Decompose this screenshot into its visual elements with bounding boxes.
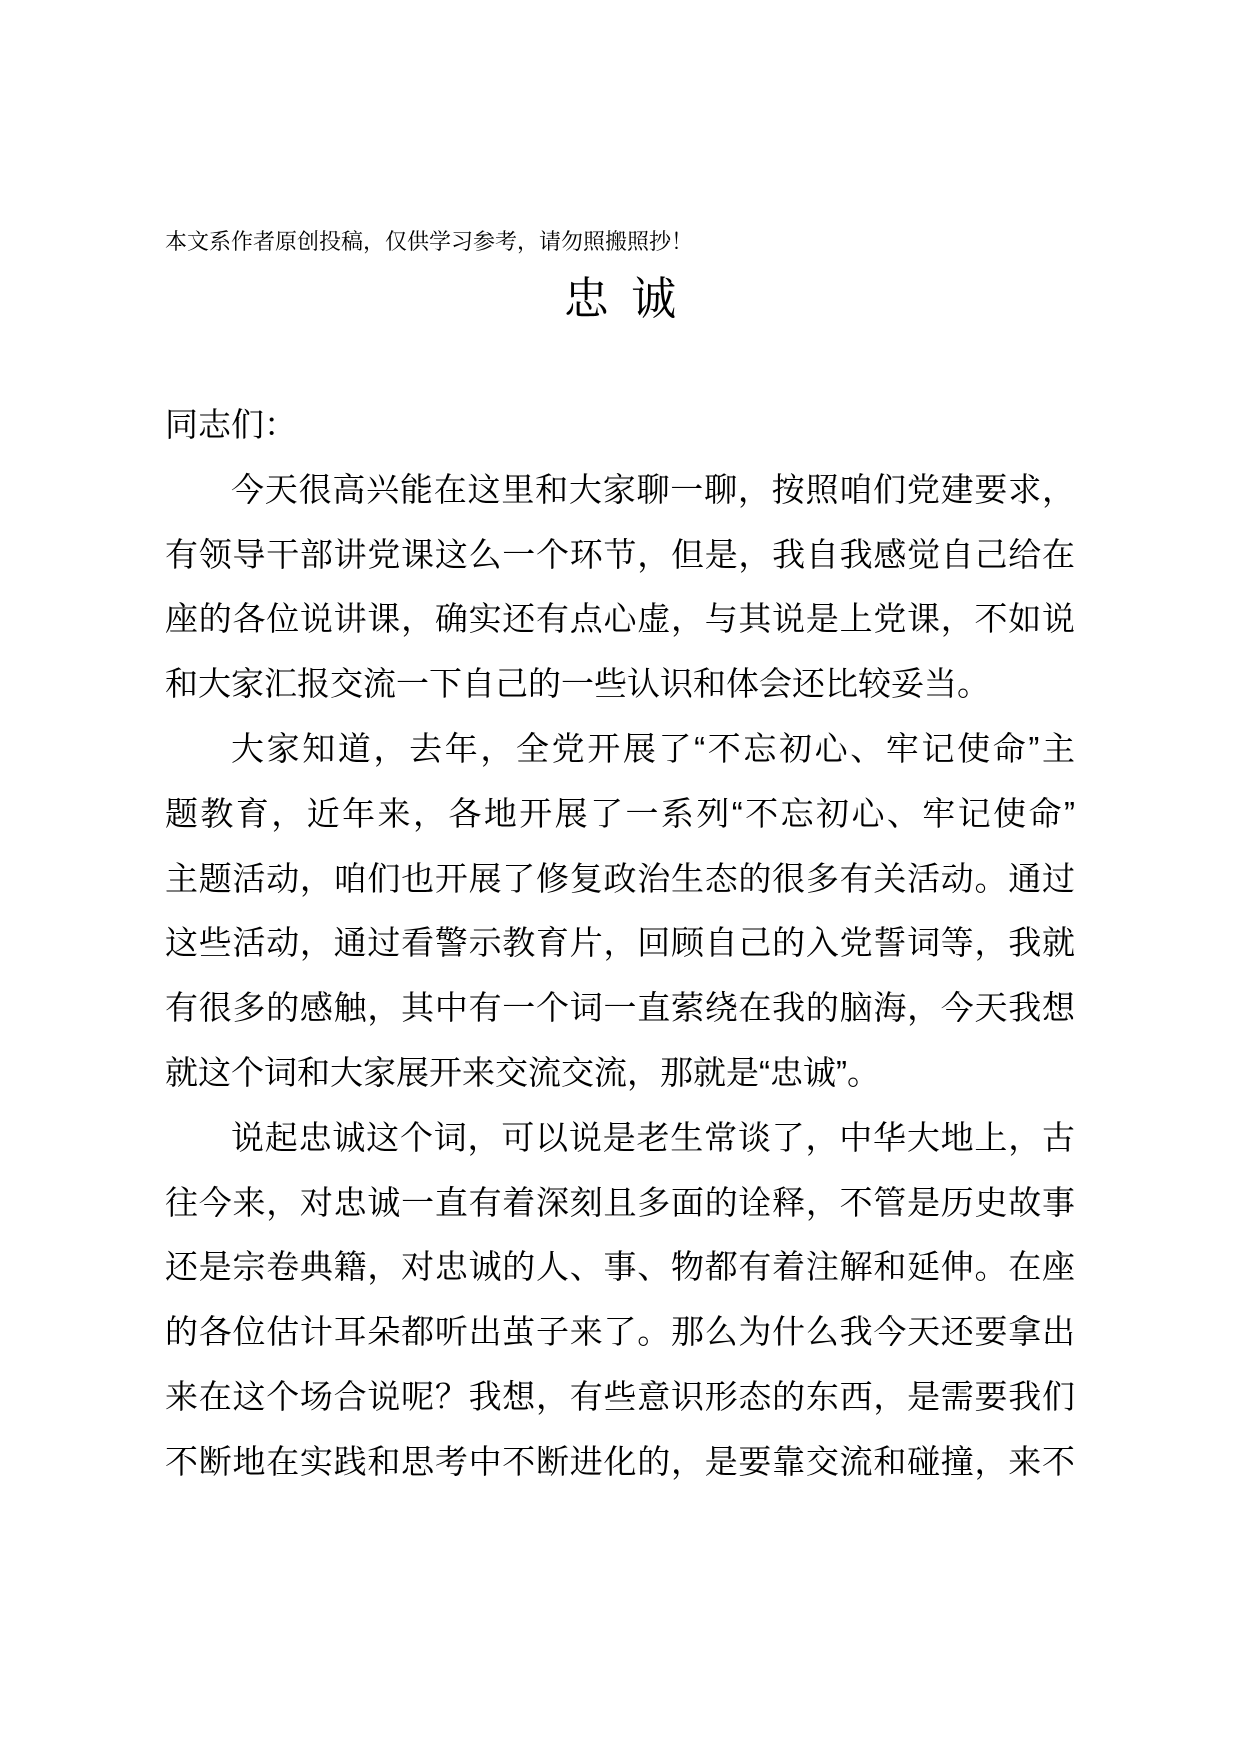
salutation-line: 同志们： [165,406,297,443]
text-line: 题教育，近年来，各地开展了一系列“不忘初心、牢记使命” [165,794,1075,832]
text-line: 有领导干部讲党课这么一个环节，但是，我自我感觉自己给在 [165,535,1075,573]
text-line: 今天很高兴能在这里和大家聊一聊，按照咱们党建要求， [231,470,1075,508]
text-line: 有很多的感触，其中有一个词一直萦绕在我的脑海，今天我想 [165,989,1075,1027]
text-line: 来在这个场合说呢？我想，有些意识形态的东西，是需要我们 [165,1377,1075,1415]
text-line: 不断地在实践和思考中不断进化的，是要靠交流和碰撞，来不 [165,1442,1075,1480]
text-line: 和大家汇报交流一下自己的一些认识和体会还比较妥当。 [165,665,990,703]
text-line: 说起忠诚这个词，可以说是老生常谈了，中华大地上，古 [231,1118,1075,1156]
text-line: 这些活动，通过看警示教育片，回顾自己的入党誓词等，我就 [165,924,1075,962]
document-title: 忠 诚 [563,273,677,324]
header-note: 本文系作者原创投稿，仅供学习参考，请勿照搬照抄！ [165,229,694,254]
text-line: 主题活动，咱们也开展了修复政治生态的很多有关活动。通过 [165,859,1075,897]
text-line: 往今来，对忠诚一直有着深刻且多面的诠释，不管是历史故事 [165,1183,1075,1221]
text-line: 就这个词和大家展开来交流交流，那就是“忠诚”。 [165,1053,880,1091]
document-body [165,393,1075,1495]
text-line: 大家知道，去年，全党开展了“不忘初心、牢记使命”主 [231,729,1075,767]
text-line: 的各位估计耳朵都听出茧子来了。那么为什么我今天还要拿出 [165,1313,1075,1351]
text-line: 座的各位说讲课，确实还有点心虚，与其说是上党课，不如说 [165,600,1075,638]
text-line: 还是宗卷典籍，对忠诚的人、事、物都有着注解和延伸。在座 [165,1248,1075,1286]
